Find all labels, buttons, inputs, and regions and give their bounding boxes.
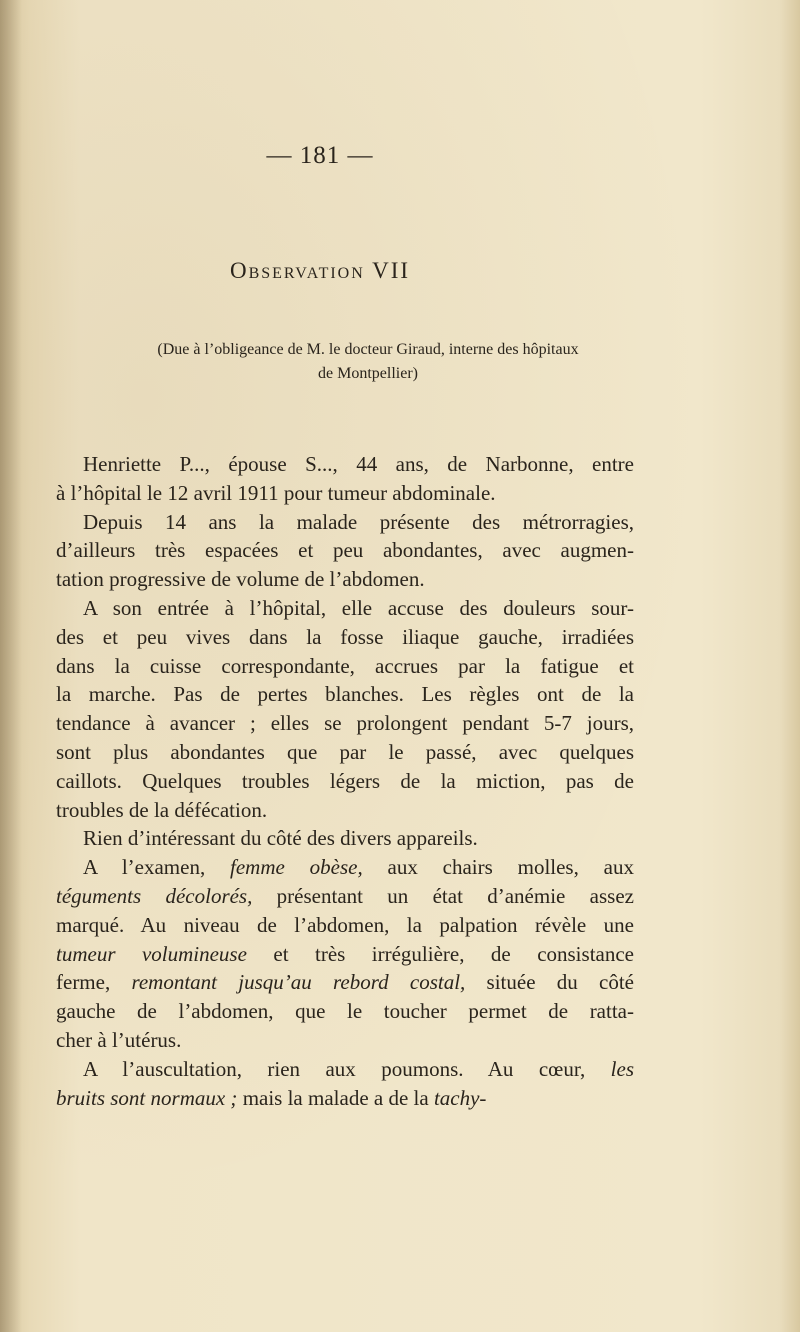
body-paragraph [56,594,634,824]
text-run: tation progressive de volume de l’abdomen. [56,567,425,592]
text-run: gauche de l’abdomen, que le toucher permet de ratta- [56,999,634,1024]
text-run: tendance à avancer ; elles se prolongent pendant 5-7 jours, [56,711,634,736]
text-run: d’ailleurs très espacées et peu abondantes, avec augmen- [56,538,634,563]
text-run: dans la cuisse correspondante, accrues par la fatigue et [56,653,634,678]
text-line [56,882,634,911]
text-run: mais la malade a de la [237,1085,434,1110]
text-run: Depuis 14 ans la malade présente des métrorragies, [83,509,634,534]
observation-heading: Observation VII [229,258,411,283]
text-line [56,709,634,738]
text-line [56,940,634,969]
page-number: — 181 — [266,142,374,169]
text-run: A l’auscultation, rien aux poumons. Au cœur, [83,1056,611,1081]
text-line [56,911,634,940]
attribution-note-line: (Due à l’obligeance de M. le docteur Giraud, interne des hôpitaux [157,341,579,358]
text-line [56,824,634,853]
text-line [56,508,634,537]
text-run: et très irrégulière, de consistance [246,941,634,966]
text-run: située du côté [465,970,634,995]
text-run: Rien d’intéressant du côté des divers appareils. [83,826,478,851]
text-run: ferme, [56,970,132,995]
text-line [56,536,634,565]
text-run: A son entrée à l’hôpital, elle accuse des douleurs sour- [83,595,634,620]
text-line [56,680,634,709]
attribution-note-line: de Montpellier) [318,365,418,382]
text-run: A l’examen, [83,855,231,880]
text-line [56,853,634,882]
text-run: des et peu vives dans la fosse iliaque gauche, irradiées [56,624,634,649]
italic-text: tumeur volumineuse [56,941,247,966]
text-line [56,594,634,623]
text-line [56,796,634,825]
text-line [56,652,634,681]
text-line [56,968,634,997]
italic-text: téguments décolorés, [56,883,253,908]
body-text [56,450,634,1112]
text-line [56,1055,634,1084]
text-line [56,450,634,479]
text-line [56,997,634,1026]
text-run: aux chairs molles, aux [362,855,634,880]
text-line [56,738,634,767]
body-paragraph [56,1055,634,1113]
body-paragraph [56,853,634,1055]
text-line [56,565,634,594]
text-line [56,479,634,508]
italic-text: tachy- [433,1085,487,1110]
text-run: la marche. Pas de pertes blanches. Les règles ont de la [56,682,634,707]
text-run: sont plus abondantes que par le passé, avec quelques [56,739,634,764]
text-run: à l’hôpital le 12 avril 1911 pour tumeur abdominale. [56,480,496,505]
text-run: troubles de la défécation. [56,797,268,822]
text-run: présentant un état d’anémie assez [252,883,634,908]
italic-text: femme obèse, [230,855,363,880]
italic-text: bruits sont normaux ; [56,1085,238,1110]
body-paragraph [56,508,634,594]
italic-text: les [610,1056,634,1081]
attribution-note [108,338,628,386]
page-binding-shadow [0,0,22,1332]
text-run: Henriette P..., épouse S..., 44 ans, de Narbonne, entre [83,452,634,476]
text-run: cher à l’utérus. [56,1027,182,1052]
text-line [56,1084,634,1113]
text-line [56,1026,634,1055]
body-paragraph [56,450,634,508]
text-line [56,623,634,652]
text-run: caillots. Quelques troubles légers de la miction, pas de [56,768,634,793]
text-run: marqué. Au niveau de l’abdomen, la palpation révèle une [56,912,634,937]
body-paragraph [56,824,634,853]
text-line [56,767,634,796]
italic-text: remontant jusqu’au rebord costal, [131,970,466,995]
